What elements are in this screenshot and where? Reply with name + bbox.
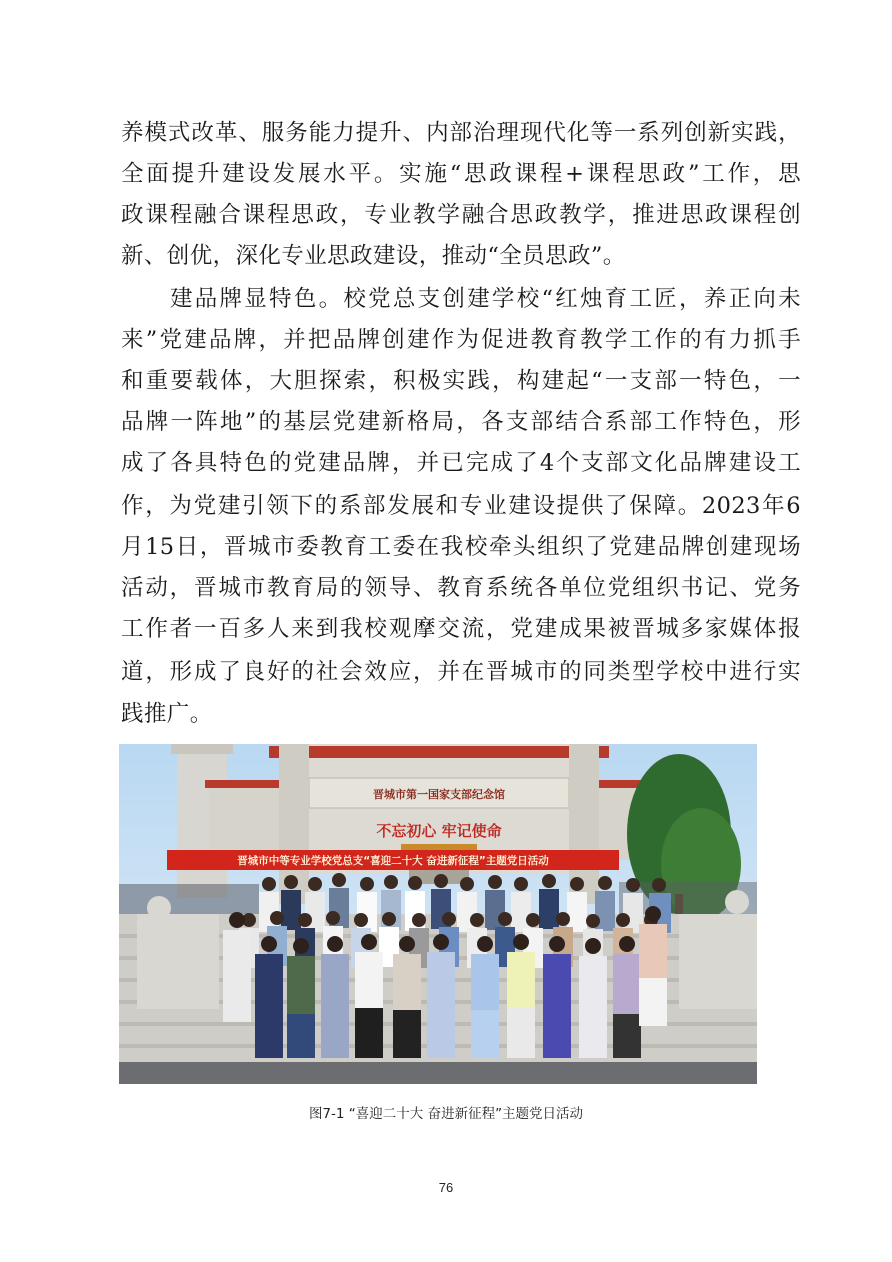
text-line: 政课程融合课程思政，专业教学融合思政教学，推进思政课程创 xyxy=(121,202,801,228)
text-line: 活动，晋城市教育局的领导、教育系统各单位党组织书记、党务 xyxy=(121,575,801,601)
text-line: 践推广。 xyxy=(121,701,213,727)
text-line: 新、创优，深化专业思政建设，推动“全员思政”。 xyxy=(121,243,626,269)
gate-sign-text: 晋城市第一国家支部纪念馆 xyxy=(373,788,505,801)
banner-text: 晋城市中等专业学校党总支“喜迎二十大 奋进新征程”主题党日活动 xyxy=(237,855,549,867)
text-line: 月15日，晋城市委教育工委在我校牵头组织了党建品牌创建现场 xyxy=(121,534,801,560)
text-line: 全面提升建设发展水平。实施“思政课程+课程思政”工作，思 xyxy=(121,161,801,187)
text-line: 工作者一百多人来到我校观摩交流，党建成果被晋城多家媒体报 xyxy=(121,616,801,642)
figure-caption: 图7-1 “喜迎二十大 奋进新征程”主题党日活动 xyxy=(308,1106,584,1122)
page-number: 76 xyxy=(438,1180,454,1195)
text-line: 作，为党建引领下的系部发展和专业建设提供了保障。2023年6 xyxy=(121,493,801,519)
text-line: 建品牌显特色。校党总支创建学校“红烛育工匠，养正向未 xyxy=(170,286,801,312)
text-line: 成了各具特色的党建品牌，并已完成了4个支部文化品牌建设工 xyxy=(121,450,801,476)
text-line: 和重要载体，大胆探索，积极实践，构建起“一支部一特色，一 xyxy=(121,368,801,394)
slogan-text: 不忘初心 牢记使命 xyxy=(376,822,502,840)
text-line: 道，形成了良好的社会效应，并在晋城市的同类型学校中进行实 xyxy=(121,659,801,685)
text-line: 品牌一阵地”的基层党建新格局，各支部结合系部工作特色，形 xyxy=(121,409,801,435)
group-photo xyxy=(119,744,757,1084)
text-line: 来”党建品牌，并把品牌创建作为促进教育教学工作的有力抓手 xyxy=(121,327,801,353)
text-line: 养模式改革、服务能力提升、内部治理现代化等一系列创新实践， xyxy=(121,120,801,146)
